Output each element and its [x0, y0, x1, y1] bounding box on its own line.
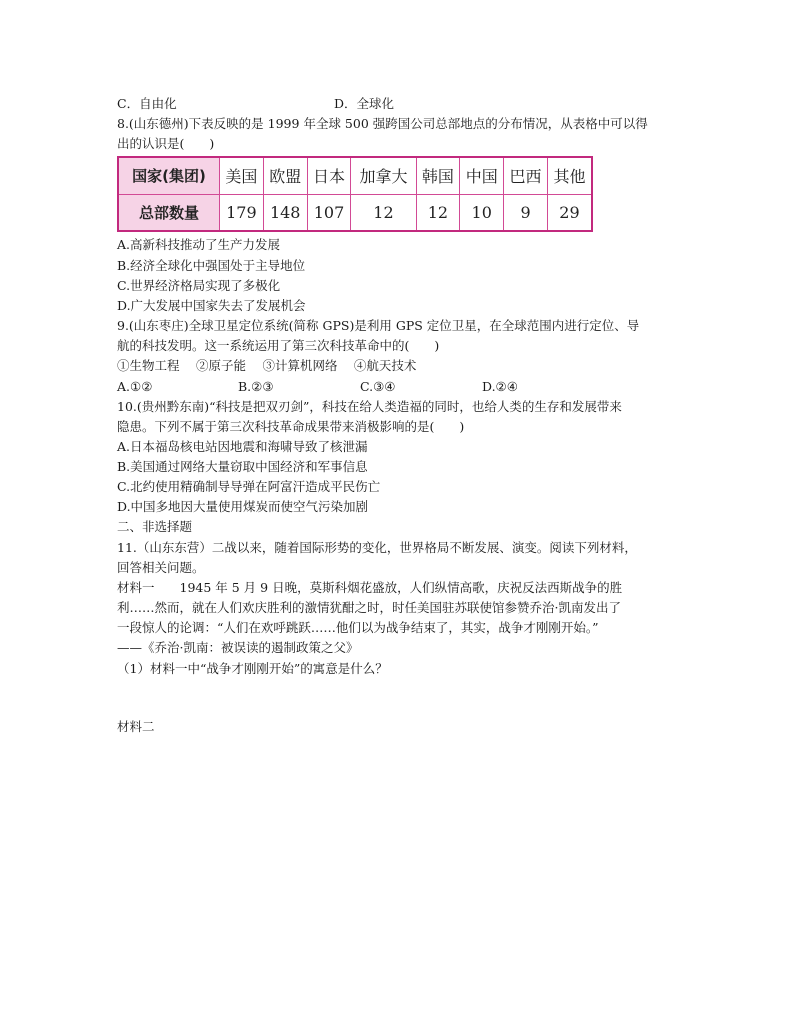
- country-cell: 韩国: [416, 157, 460, 194]
- q8-option-b: B.经济全球化中强国处于主导地位: [117, 258, 306, 273]
- material1-line3: 一段惊人的论调：“人们在欢呼跳跃……他们以为战争结束了，其实，战争才刚刚开始。”: [117, 620, 599, 635]
- hq-distribution-table: [117, 156, 593, 232]
- count-cell: 12: [351, 194, 416, 231]
- q10-option-a: A.日本福岛核电站因地震和海啸导致了核泄漏: [117, 439, 368, 454]
- count-cell: 10: [460, 194, 504, 231]
- count-cell: 29: [547, 194, 592, 231]
- material1-line1: 材料一 1945 年 5 月 9 日晚，莫斯科烟花盛放，人们纵情高歌，庆祝反法西斯战争的胜: [117, 580, 623, 595]
- q9-stem-line1: 9.(山东枣庄)全球卫星定位系统(简称 GPS)是利用 GPS 定位卫星，在全球范围内进行定位、导: [117, 318, 640, 333]
- q8-option-a: A.高新科技推动了生产力发展: [117, 237, 281, 252]
- table-row-counts: [118, 194, 592, 231]
- q9-option-a: A.①②: [117, 379, 153, 394]
- count-cell: 9: [504, 194, 548, 231]
- q9-option-d: D.②④: [482, 379, 518, 394]
- section-heading: 二、非选择题: [117, 519, 193, 534]
- country-cell: 欧盟: [263, 157, 307, 194]
- country-cell: 中国: [460, 157, 504, 194]
- q9-stem-line2: 航的科技发明。这一系统运用了第三次科技革命中的( ): [117, 338, 440, 353]
- count-cell: 107: [307, 194, 351, 231]
- q8-option-c: C.世界经济格局实现了多极化: [117, 278, 281, 293]
- material1-source: ——《乔治·凯南：被误读的遏制政策之父》: [117, 640, 359, 655]
- q10-option-c: C.北约使用精确制导导弹在阿富汗造成平民伤亡: [117, 479, 381, 494]
- q8-stem-line2: 出的认识是( ): [117, 136, 215, 151]
- option-c: C．自由化: [117, 96, 177, 111]
- q8-option-d: D.广大发展中国家失去了发展机会: [117, 298, 306, 313]
- option-d: D．全球化: [334, 96, 395, 111]
- count-cell: 12: [416, 194, 460, 231]
- country-cell: 日本: [307, 157, 351, 194]
- q10-option-d: D.中国多地因大量使用煤炭而使空气污染加剧: [117, 499, 369, 514]
- table-row-countries: [118, 157, 592, 194]
- q8-stem-line1: 8.(山东德州)下表反映的是 1999 年全球 500 强跨国公司总部地点的分布情况，从表格中可以得: [117, 116, 648, 131]
- count-cell: 148: [263, 194, 307, 231]
- material2-label: 材料二: [117, 719, 155, 734]
- q11-stem-line1: 11.（山东东营）二战以来，随着国际形势的变化，世界格局不断发展、演变。阅读下列材料，: [117, 540, 637, 555]
- country-cell: 巴西: [504, 157, 548, 194]
- country-cell: 美国: [220, 157, 264, 194]
- q10-stem-line2: 隐患。下列不属于第三次科技革命成果带来消极影响的是( ): [117, 419, 465, 434]
- material1-line2: 利……然而，就在人们欢庆胜利的激情犹酣之时，时任美国驻苏联使馆参赞乔治·凯南发出了: [117, 600, 621, 615]
- count-cell: 179: [220, 194, 264, 231]
- q10-option-b: B.美国通过网络大量窃取中国经济和军事信息: [117, 459, 368, 474]
- q9-option-c: C.③④: [360, 379, 396, 394]
- sub-question-1: （1）材料一中“战争才刚刚开始”的寓意是什么？: [117, 661, 388, 676]
- q11-stem-line2: 回答相关问题。: [117, 560, 205, 575]
- country-cell: 加拿大: [351, 157, 416, 194]
- q9-items: ①生物工程 ②原子能 ③计算机网络 ④航天技术: [117, 358, 417, 373]
- table-header-country: 国家(集团): [118, 157, 220, 194]
- country-cell: 其他: [547, 157, 592, 194]
- q10-stem-line1: 10.(贵州黔东南)“科技是把双刃剑”，科技在给人类造福的同时，也给人类的生存和发展带来: [117, 399, 622, 414]
- q9-option-b: B.②③: [238, 379, 274, 394]
- table-header-count: 总部数量: [118, 194, 220, 231]
